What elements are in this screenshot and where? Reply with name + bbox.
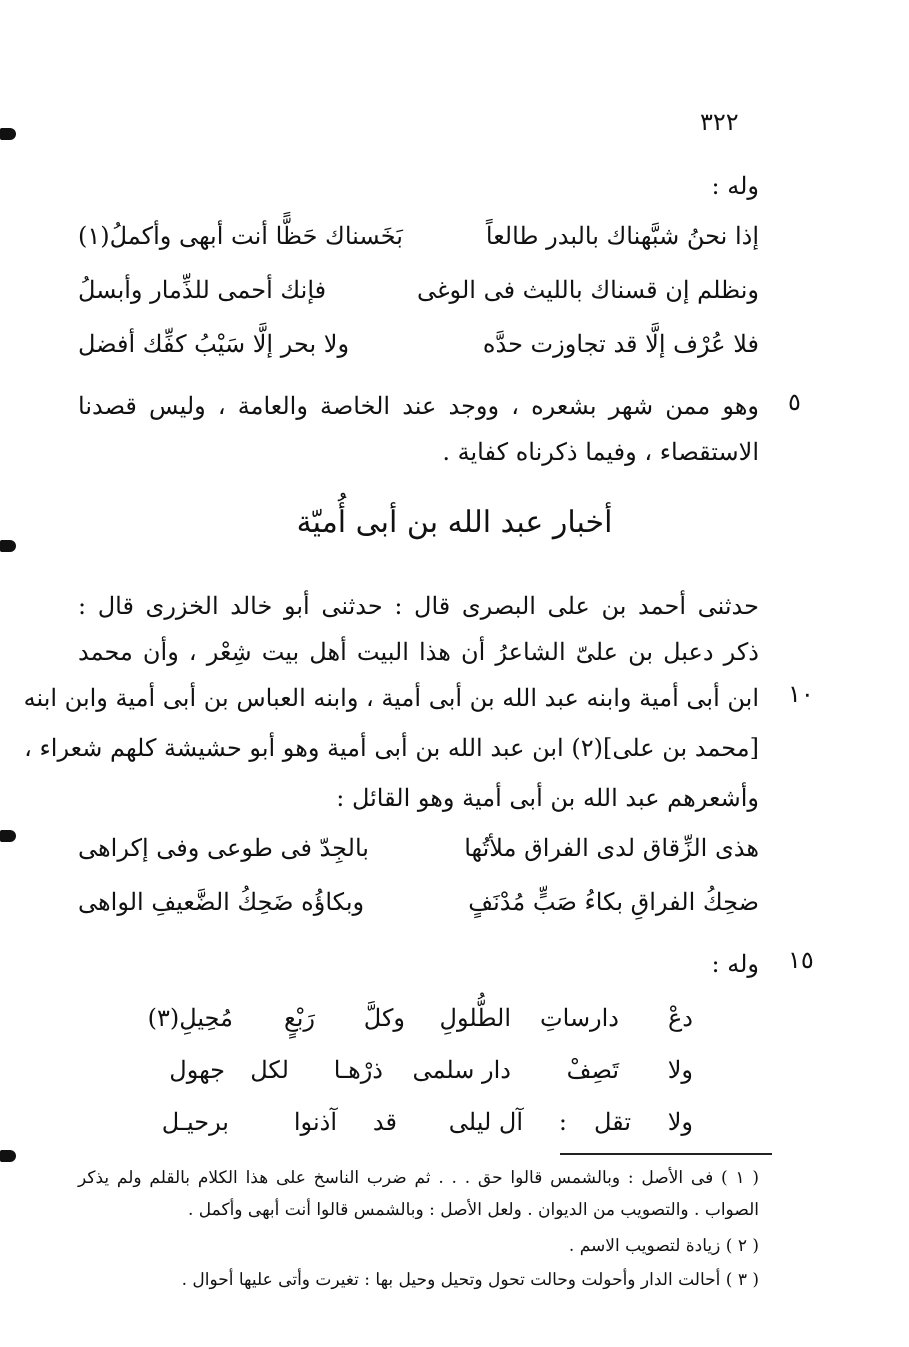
poem-word: برحيـل	[161, 1108, 229, 1136]
scan-margin-mark	[0, 128, 16, 140]
poem-word: :	[558, 1108, 567, 1136]
footnote-line: ( ١ ) فى الأصل : وبالشمس قالوا حق . . . ثم ضرب الناسخ على هذا الكلام بالقلم ولم يذكر	[78, 1168, 759, 1188]
paragraph-line: ذكر دعبل بن علىّ الشاعرُ أن هذا البيت أهل بيت شِعْر ، وأن محمد	[78, 638, 759, 666]
poem-word: آذنوا	[293, 1108, 337, 1136]
scan-margin-mark	[0, 1150, 16, 1162]
line-number: ١٥	[788, 946, 814, 974]
poem-word: الطُّلولِ	[439, 1004, 511, 1032]
verse-intro: وله :	[711, 950, 759, 978]
section-title: أخبار عبد الله بن أبى أُميّة	[296, 505, 613, 540]
footnote-line: ( ٢ ) زيادة لتصويب الاسم .	[568, 1236, 759, 1256]
page-number: ٣٢٢	[700, 108, 739, 136]
verse-hemistich-2: فإنك أحمى للذِّمار وأبسلُ	[78, 276, 327, 304]
line-number: ٥	[788, 388, 801, 416]
poem-word: آل ليلى	[448, 1108, 523, 1136]
verse-hemistich-2: ولا بحر إلَّا سَيْبُ كفِّك أفضل	[78, 330, 350, 358]
paragraph-line: وأشعرهم عبد الله بن أبى أمية وهو القائل :	[336, 784, 759, 812]
poem-word: وكلَّ	[363, 1004, 405, 1032]
paragraph-line: [محمد بن على](٢) ابن عبد الله بن أبى أمية وهو أبو حشيشة كلهم شعراء ،	[24, 734, 759, 762]
footnote-line: ( ٣ ) أحالت الدار وأحولت وحالت تحول وتحيل وحيل بها : تغيرت وأتى عليها أحوال .	[181, 1270, 759, 1290]
footnote-line: الصواب . والتصويب من الديوان . ولعل الأصل : وبالشمس قالوا أنت أبهى وأكمل .	[187, 1200, 759, 1220]
verse-hemistich-2: وبكاؤُه ضَحِكُ الضَّعيفِ الواهى	[78, 888, 365, 916]
scan-margin-mark	[0, 830, 16, 842]
poem-word: تَصِفْ	[566, 1056, 619, 1084]
poem-word: تقل	[594, 1108, 631, 1136]
poem-word: دار سلمى	[412, 1056, 511, 1084]
poem-word: رَبْعٍ	[283, 1004, 315, 1032]
poem-word: ولا	[667, 1056, 693, 1084]
paragraph-line: حدثنى أحمد بن على البصرى قال : حدثنى أبو خالد الخزرى قال :	[78, 592, 759, 620]
verse-intro: وله :	[711, 172, 759, 200]
poem-word: دعْ	[667, 1004, 693, 1032]
scan-margin-mark	[0, 540, 16, 552]
poem-word: مُحِيلِ(٣)	[147, 1004, 233, 1032]
poem-word: لكل	[250, 1056, 289, 1084]
verse-hemistich-1: إذا نحنُ شبَّهناك بالبدر طالعاً	[485, 222, 759, 250]
poem-word: ولا	[667, 1108, 693, 1136]
poem-word: دارساتِ	[540, 1004, 619, 1032]
verse-hemistich-2: بَخَسناك حَظًّا أنت أبهى وأكملُ(١)	[78, 222, 403, 250]
paragraph-line: الاستقصاء ، وفيما ذكرناه كفاية .	[442, 438, 759, 466]
verse-hemistich-1: فلا عُرْف إلَّا قد تجاوزت حدَّه	[482, 330, 759, 358]
poem-word: ذرْهـا	[333, 1056, 383, 1084]
paragraph-line: ابن أبى أمية وابنه عبد الله بن أبى أمية ، وابنه العباس بن أبى أمية وابن ابنه	[23, 684, 759, 712]
poem-word: قد	[372, 1108, 397, 1136]
verse-hemistich-2: بالجِدّ فى طوعى وفى إكراهى	[78, 834, 369, 862]
line-number: ١٠	[788, 680, 814, 708]
paragraph-line: وهو ممن شهر بشعره ، ووجد عند الخاصة والعامة ، وليس قصدنا	[78, 392, 759, 420]
verse-hemistich-1: هذى الزِّقاق لدى الفراق ملأتُها	[464, 834, 759, 862]
verse-hemistich-1: ضحِكُ الفراقِ بكاءُ صَبٍّ مُدْنَفٍ	[468, 888, 759, 916]
footnote-rule	[560, 1153, 772, 1155]
verse-hemistich-1: ونظلم إن قسناك بالليث فى الوغى	[417, 276, 759, 304]
poem-word: جهول	[169, 1056, 225, 1084]
